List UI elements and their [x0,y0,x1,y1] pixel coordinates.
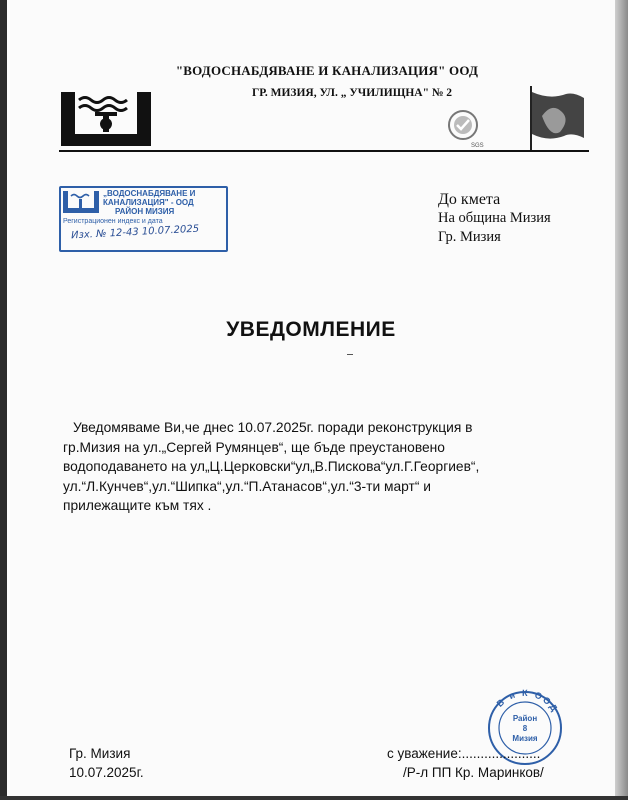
stamp-logo-icon [63,189,99,215]
footer-signatory: /Р-л ПП Кр. Маринков/ [403,765,544,780]
certification-logo-icon [445,109,485,149]
signature-block [387,744,544,782]
body-line-1: Уведомяваме Ви,че днес 10.07.2025г. поради реконструкция в [73,420,473,435]
document-title: УВЕДОМЛЕНИЕ [226,318,396,341]
footer-date: 10.07.2025г. [69,765,144,780]
recipient-line-3: Гр. Мизия [438,229,501,245]
recipient-block [438,190,551,247]
round-stamp-center-2: 8 [522,724,528,733]
company-address: ГР. МИЗИЯ, УЛ. „ УЧИЛИЩНА" № 2 [251,87,453,99]
recipient-line-1: До кмета [438,191,501,208]
body-line-2: гр.Мизия на ул.„Сергей Румянцев“, ще бъде преустановено [63,439,445,455]
svg-text:В и К ООД [495,688,561,715]
round-stamp-center-1: Район [512,714,538,723]
footer-regards: с уважение:..................... [387,746,541,761]
company-name: "ВОДОСНАБДЯВАНЕ И КАНАЛИЗАЦИЯ" ООД [175,63,479,78]
stamp-line-district: РАЙОН МИЗИЯ [115,207,175,216]
stamp-handwritten-number: Изх. № 12-43 10.07.2025 [70,223,200,242]
flag-emblem-icon [528,86,588,150]
stamp-line-company: „ВОДОСНАБДЯВАНЕ И [103,189,196,198]
place-date-block [69,744,144,782]
body-line-3: водоподаването на ул„Ц.Церковски“ул„В.Пискова“ул.Г.Георгиев“, [63,459,480,474]
stamp-line-company-2: КАНАЛИЗАЦИЯ" - ООД [103,198,194,207]
round-stamp-center-3: Мизия [512,734,538,743]
scan-edge-right [615,0,628,800]
scan-edge-bottom [0,796,628,800]
body-line-4: ул.“Л.Кунчев“,ул.“Шипка“,ул.“П.Атанасов“,ул.“3-ти март“ и [63,478,431,494]
registration-stamp [59,186,227,250]
cert-label: SGS [471,143,484,149]
stamp-line-index: Регистрационен индекс и дата [63,218,163,225]
vik-logo-icon [61,88,151,148]
notice-body [63,418,583,516]
letter-page [7,0,615,796]
title-dash [347,354,353,355]
round-stamp-center [499,714,551,744]
header-divider [59,150,589,152]
recipient-line-2: На община Мизия [438,210,551,226]
scan-edge-left [0,0,7,800]
body-line-5: прилежащите към тях . [63,498,212,513]
round-stamp-ring-text: В и К ООД [494,688,561,715]
footer-place: Гр. Мизия [69,746,131,761]
